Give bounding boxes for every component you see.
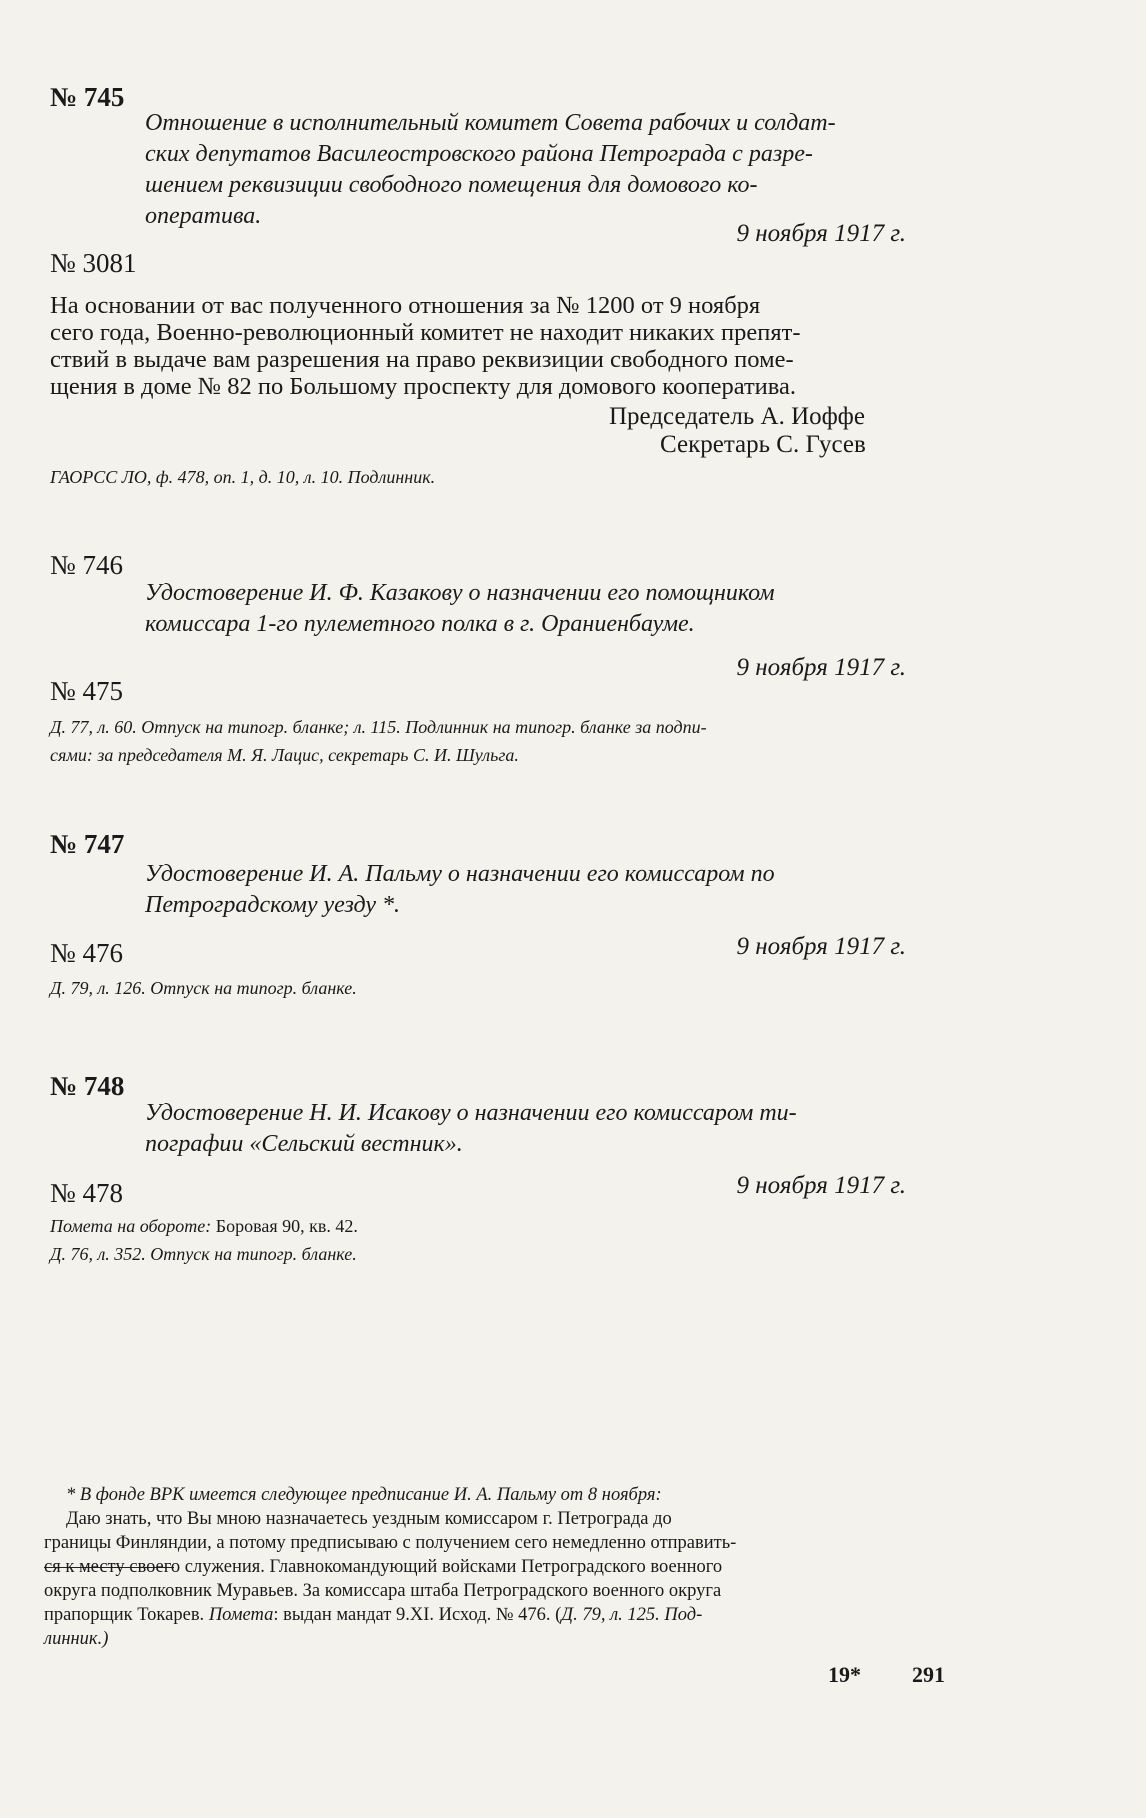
- doc-748-number: № 748: [50, 1071, 125, 1101]
- doc-746-note: [50, 713, 980, 769]
- doc-745-title-line: шением реквизиции свободного помещения для домового ко-: [145, 172, 758, 198]
- signature-chairman: Председатель А. Иоффе: [609, 403, 865, 430]
- doc-746-number: № 746: [50, 550, 124, 580]
- doc-747-title-line: Петроградскому уезду *.: [145, 892, 401, 918]
- footnote-text: прапорщик Токарев.: [44, 1605, 209, 1625]
- footnote-line: [44, 1603, 982, 1627]
- doc-748-title: [145, 1098, 975, 1160]
- doc-745-source: [50, 463, 980, 491]
- footnote-line: * В фонде ВРК имеется следующее предписание И. А. Пальму от 8 ноября:: [66, 1485, 662, 1505]
- doc-748-title-line: пографии «Сельский вестник».: [145, 1131, 463, 1157]
- doc-747-note-line: Д. 79, л. 126. Отпуск на типогр. бланке.: [50, 978, 357, 998]
- doc-745-body-line: ствий в выдаче вам разрешения на право реквизиции свободного поме-: [50, 346, 794, 373]
- doc-748-notes: [50, 1212, 980, 1268]
- doc-748-mark-line: [50, 1212, 980, 1240]
- footnote-line: границы Финляндии, а потому предписываю с получением сего немедленно отправить-: [44, 1533, 737, 1553]
- page-number: 291: [912, 1662, 945, 1687]
- doc-745-body-line: щения в доме № 82 по Большому проспекту для домового кооператива.: [50, 373, 797, 400]
- doc-747-note: [50, 974, 980, 1002]
- doc-745-out-number: № 3081: [50, 248, 137, 278]
- doc-745-title-line: оператива.: [145, 203, 262, 229]
- doc-748-mark-label: Помета на обороте:: [50, 1216, 212, 1236]
- doc-746-note-line: сями: за председателя М. Я. Лацис, секретарь С. И. Шульга.: [50, 745, 519, 765]
- doc-746-out-number: № 475: [50, 676, 124, 706]
- doc-745-title-line: Отношение в исполнительный комитет Совета рабочих и солдат-: [145, 110, 836, 136]
- footnote-source: Д. 79, л. 125. Под-: [561, 1605, 703, 1625]
- doc-747-date: 9 ноября 1917 г.: [736, 933, 906, 960]
- doc-747-title: [145, 859, 975, 921]
- doc-747-number: № 747: [50, 829, 125, 859]
- doc-748-title-line: Удостоверение Н. И. Исакову о назначении его комиссаром ти-: [145, 1100, 797, 1126]
- doc-745-source-line: ГАОРСС ЛО, ф. 478, оп. 1, д. 10, л. 10. Подлинник.: [50, 467, 436, 487]
- doc-747-title-line: Удостоверение И. А. Пальму о назначении его комиссаром по: [145, 861, 775, 887]
- footnote-line: Даю знать, что Вы мною назначаетесь уездным комиссаром г. Петрограда до: [66, 1509, 672, 1529]
- doc-745-date: 9 ноября 1917 г.: [736, 220, 906, 247]
- doc-748-note-line: Д. 76, л. 352. Отпуск на типогр. бланке.: [50, 1244, 357, 1264]
- doc-746-title-line: комиссара 1-го пулеметного полка в г. Ораниенбауме.: [145, 611, 695, 637]
- doc-746-title-line: Удостоверение И. Ф. Казакову о назначении его помощником: [145, 580, 775, 606]
- signature-mark: 19*: [828, 1662, 861, 1687]
- doc-748-out-number: № 478: [50, 1178, 124, 1208]
- footnote: [44, 1483, 982, 1651]
- doc-748-mark-text: Боровая 90, кв. 42.: [211, 1216, 358, 1236]
- doc-746-title: [145, 578, 975, 640]
- doc-748-date: 9 ноября 1917 г.: [736, 1172, 906, 1199]
- doc-745-number: № 745: [50, 82, 125, 112]
- footnote-line: линник.): [44, 1629, 109, 1649]
- footnote-mark-label: Помета: [208, 1605, 274, 1625]
- doc-747-out-number: № 476: [50, 938, 124, 968]
- signature-secretary: Секретарь С. Гусев: [660, 431, 866, 458]
- doc-745-body-line: сего года, Военно-революционный комитет не находит никаких препят-: [50, 319, 801, 346]
- footnote-line: округа подполковник Муравьев. За комиссара штаба Петроградского военного округа: [44, 1581, 722, 1601]
- doc-746-note-line: Д. 77, л. 60. Отпуск на типогр. бланке; л. 115. Подлинник на типогр. бланке за подпи-: [50, 717, 707, 737]
- doc-745-title-line: ских депутатов Василеостровского района Петрограда с разре-: [145, 141, 813, 167]
- doc-745-title: [145, 108, 975, 232]
- doc-746-date: 9 ноября 1917 г.: [736, 654, 906, 681]
- footnote-line: ся к месту своего служения. Главнокомандующий войсками Петроградского военного: [44, 1557, 723, 1577]
- doc-745-body-line: На основании от вас полученного отношения за № 1200 от 9 ноября: [50, 292, 761, 319]
- footnote-text: : выдан мандат 9.XI. Исход. № 476. (: [273, 1605, 562, 1625]
